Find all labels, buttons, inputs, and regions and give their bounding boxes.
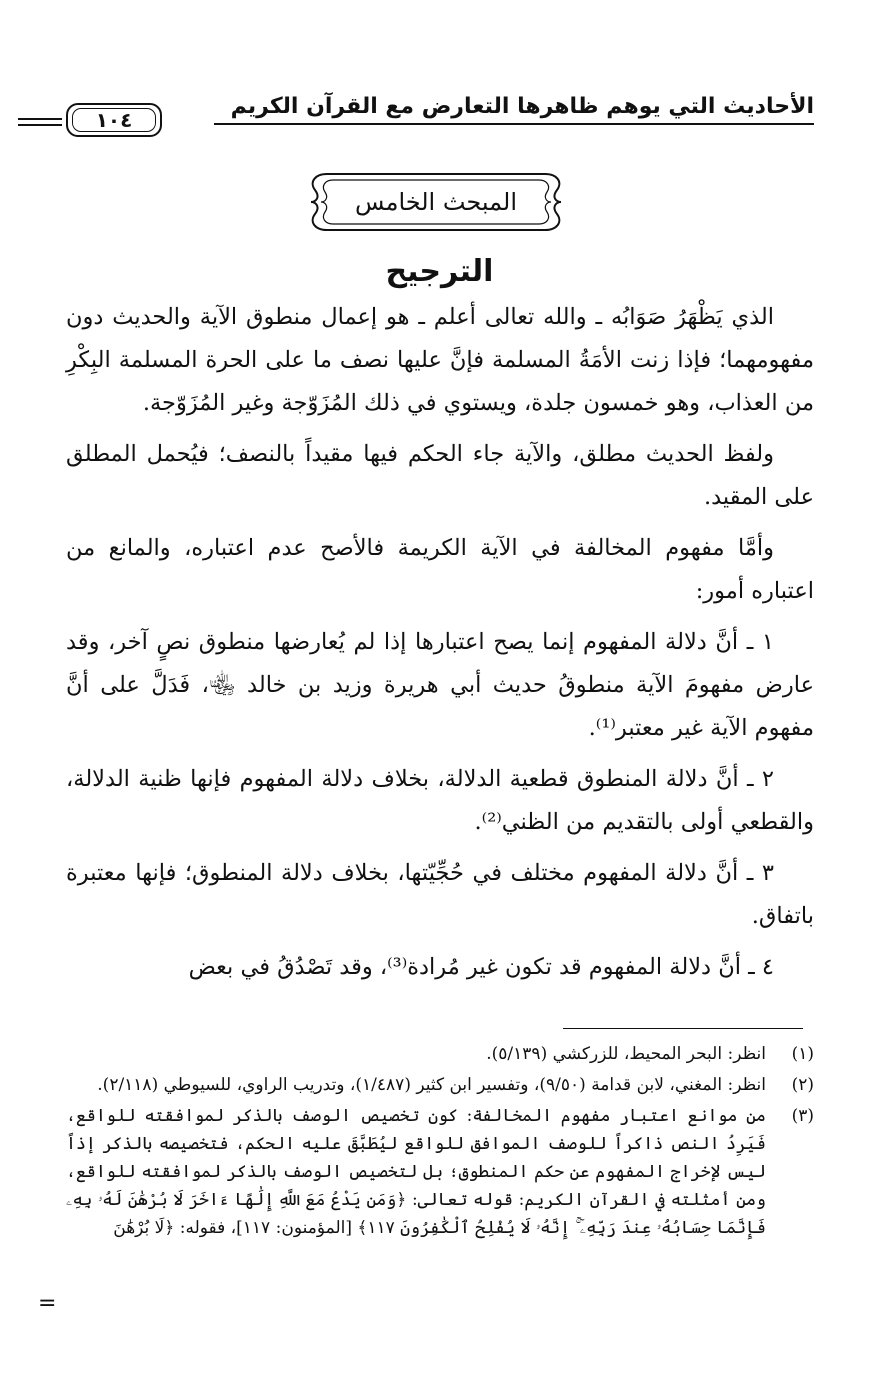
page-header [66,90,814,148]
footnote-text: انظر: البحر المحيط، للزركشي (٥/١٣٩). [486,1044,766,1064]
paragraph: الذي يَظْهَرُ صَوَابُه ـ والله تعالى أعلم ـ هو إعمال منطوق الآية والحديث دون مفهومهما؛ فإذا زنت الأمَةُ المسلمة فإنَّ عليها نصف ما على الحرة المسلمة البِكْرِ من العذاب، وهو خمسون جلدة، ويستوي في ذلك المُزَوّجة وغير المُزَوّجة. [66,304,814,416]
section-label: المبحث الخامس [354,188,518,216]
paragraph: ٣ ـ أنَّ دلالة المفهوم مختلف في حُجِّيّتها، بخلاف دلالة المنطوق؛ فإنها معتبرة باتفاق. [66,860,814,929]
footnote-number: (٢) [791,1075,814,1095]
section-banner [305,170,567,234]
footnote [66,1040,814,1068]
paragraph: وأمَّا مفهوم المخالفة في الآية الكريمة فالأصح عدم اعتباره، والمانع من اعتباره أمور: [66,535,814,604]
footnote [66,1071,814,1099]
page-number-frame [66,103,162,137]
header-rule [214,123,814,125]
paragraph: ١ ـ أنَّ دلالة المفهوم إنما يصح اعتبارها إذا لم يُعارضها منطوق نصٍ آخر، وقد عارض مفهومَ الآية منطوقُ حديث أبي هريرة وزيد بن خالد ﵄، فَدَلَّ على أنَّ مفهوم الآية غير معتبر⁽¹⁾. [66,629,814,741]
body-text [66,296,814,997]
header-double-rule [18,118,62,126]
footnote-number: (٣) [791,1106,814,1126]
footnote-text: من موانع اعتبار مفهوم المخالفة: كون تخصيص الوصف بالذكر لموافقته للواقع، فَيَرِدُ النص ذاكراً للوصف الموافق للواقع ليُطَبَّقَ عليه الحكم، فتخصيصه بالذكر إذاً ليس لإخراج المفهوم عن حكم المنطوق؛ بل لتخصيص الوصف بالذكر لموافقته للواقع، ومن أمثلته في القرآن الكريم: قوله تعالى: ﴿وَمَن يَدْعُ مَعَ اللَّهِ إِلَٰهًا ءَاخَرَ لَا بُرْهَٰنَ لَهُۥ بِهِۦ فَإِنَّمَا حِسَابُهُۥ عِندَ رَبِّهِۦٓ ۚ إِنَّهُۥ لَا يُفْلِحُ ٱلْكَٰفِرُونَ ١١٧﴾ [المؤمنون: ١١٧]، فقوله: ﴿لَا بُرْهَٰنَ [66,1106,766,1238]
paragraph: ٢ ـ أنَّ دلالة المنطوق قطعية الدلالة، بخلاف دلالة المفهوم فإنها ظنية الدلالة، والقطعي أولى بالتقديم من الظني⁽²⁾. [66,766,814,835]
paragraph: ولفظ الحديث مطلق، والآية جاء الحكم فيها مقيداً بالنصف؛ فيُحمل المطلق على المقيد. [66,441,814,510]
page-number: ١٠٤ [95,108,133,132]
footnote-separator [563,1028,803,1029]
continuation-mark: = [38,1291,57,1316]
section-title: الترجيح [385,254,494,289]
footnote [66,1102,814,1242]
footnotes [66,1040,814,1245]
paragraph: ٤ ـ أنَّ دلالة المفهوم قد تكون غير مُرادة⁽³⁾، وقد تَصْدُقُ في بعض [188,954,774,980]
footnote-text: انظر: المغني، لابن قدامة (٩/٥٠)، وتفسير ابن كثير (١/٤٨٧)، وتدريب الراوي، للسيوطي (٢/١١٨). [97,1075,766,1095]
footnote-number: (١) [791,1044,814,1064]
running-title: الأحاديث التي يوهم ظاهرها التعارض مع القرآن الكريم [230,94,814,119]
